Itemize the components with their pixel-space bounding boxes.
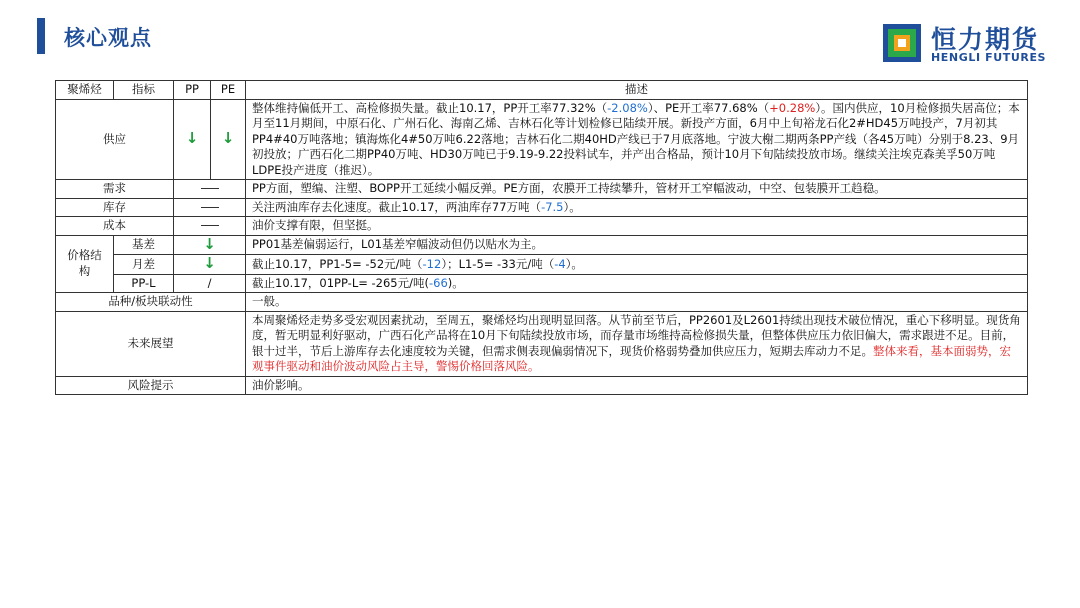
row-basis — [56, 235, 1028, 255]
header-category: 聚烯烃 — [56, 81, 114, 100]
pp-down-arrow-icon: ↓ — [185, 129, 199, 147]
monthly-spread-label: 月差 — [114, 255, 174, 275]
price-structure-label: 价格结构 — [56, 235, 114, 293]
row-cost — [56, 217, 1028, 236]
core-views-table — [55, 80, 1028, 395]
monthly-spread-description: 截止10.17，PP1-5= -52元/吨（-12）；L1-5= -33元/吨（-4）。 — [246, 255, 1028, 275]
title-accent-bar — [37, 18, 45, 54]
monthly-down-arrow-icon: ↓ — [203, 254, 216, 272]
basis-down-arrow-icon: ↓ — [203, 234, 216, 253]
linkage-label: 品种/板块联动性 — [56, 293, 246, 312]
outlook-highlight: 整体来看，基本面弱势，宏观事件驱动和油价波动风险占主导，警惕价格回落风险。 — [252, 343, 1011, 373]
risk-label: 风险提示 — [56, 376, 246, 395]
header-pp: PP — [174, 81, 211, 100]
basis-label: 基差 — [114, 235, 174, 255]
supply-description: 整体维持偏低开工、高检修损失量。截止10.17，PP开工率77.32%（-2.08%）、PE开工率77.68%（+0.28%）。国内供应，10月检修损失居高位；本月至11月期间，中原石化、广州石化、海南乙烯、吉林石化等计划检修已陆续开展。新投产方面，6月中上旬裕龙石化2#HD45万吨投产，7月初其PP4#40万吨落地；镇海炼化4#50万吨6.22落地；吉林石化二期40HD产线已于7月底落地。宁波大榭二期两条PP产线（各45万吨）分别于8.23、9月初投放；广西石化二期PP40万吨、HD30万吨已于9.19-9.22投料试车，并产出合格品，预计10月下旬陆续投放市场。继续关注埃克森美孚50万吨LDPE投产进度（推迟）。 — [246, 99, 1028, 180]
dash-icon — [201, 207, 219, 208]
dash-icon — [201, 188, 219, 189]
pp-l-mark: / — [174, 274, 246, 293]
row-inventory — [56, 198, 1028, 217]
pp-l-label: PP-L — [114, 274, 174, 293]
logo-mark-icon — [883, 24, 921, 62]
header-indicator: 指标 — [114, 81, 174, 100]
pe-rate-change: +0.28% — [769, 100, 816, 115]
linkage-description: 一般。 — [246, 293, 1028, 312]
outlook-description: 本周聚烯烃走势多受宏观因素扰动，至周五，聚烯烃均出现明显回落。从节前至节后，PP2601及L2601持续出现技术破位情况，重心下移明显。现货角度，暂无明显利好驱动，广西石化产品将在10月下旬陆续投放市场，而存量市场维持高检修损失量，但整体供应压力依旧偏大，需求跟进不足。目前，银十过半，节后上游库存去化速度较为关键，但需求侧表现偏弱情况下，现货价格弱势叠加供应压力，短期去库动力不足。整体来看，基本面弱势，宏观事件驱动和油价波动风险占主导，警惕价格回落风险。 — [246, 311, 1028, 376]
pp-l-change: -66 — [428, 275, 448, 290]
basis-description: PP01基差偏弱运行，L01基差窄幅波动但仍以贴水为主。 — [246, 235, 1028, 255]
logo-english-name: HENGLI FUTURES — [931, 51, 1047, 64]
outlook-label: 未来展望 — [56, 311, 246, 376]
header-description: 描述 — [246, 81, 1028, 100]
cost-label: 成本 — [56, 217, 174, 236]
inventory-description: 关注两油库存去化速度。截止10.17，两油库存77万吨（-7.5）。 — [246, 198, 1028, 217]
risk-description: 油价影响。 — [246, 376, 1028, 395]
header-row — [56, 81, 1028, 100]
header-pe: PE — [211, 81, 246, 100]
inventory-change: -7.5 — [541, 199, 564, 214]
inventory-label: 库存 — [56, 198, 174, 217]
company-logo — [883, 22, 1053, 66]
supply-label: 供应 — [56, 99, 174, 180]
page-title: 核心观点 — [64, 26, 152, 50]
demand-description: PP方面，塑编、注塑、BOPP开工延续小幅反弹。PE方面，农膜开工持续攀升，管材开工窄幅波动，中空、包装膜开工趋稳。 — [246, 180, 1028, 199]
pp-rate-change: -2.08% — [607, 100, 648, 115]
l-spread-change: -4 — [554, 256, 566, 271]
row-supply — [56, 99, 1028, 180]
row-monthly-spread — [56, 255, 1028, 275]
demand-label: 需求 — [56, 180, 174, 199]
row-linkage — [56, 293, 1028, 312]
pe-down-arrow-icon: ↓ — [221, 129, 235, 147]
dash-icon — [201, 225, 219, 226]
row-demand — [56, 180, 1028, 199]
pp-spread-change: -12 — [422, 256, 442, 271]
cost-description: 油价支撑有限，但坚挺。 — [246, 217, 1028, 236]
pp-l-description: 截止10.17，01PP-L= -265元/吨(-66)。 — [246, 274, 1028, 293]
row-pp-l — [56, 274, 1028, 293]
row-risk — [56, 376, 1028, 395]
logo-chinese-name: 恒力期货 — [931, 25, 1040, 54]
row-outlook — [56, 311, 1028, 376]
